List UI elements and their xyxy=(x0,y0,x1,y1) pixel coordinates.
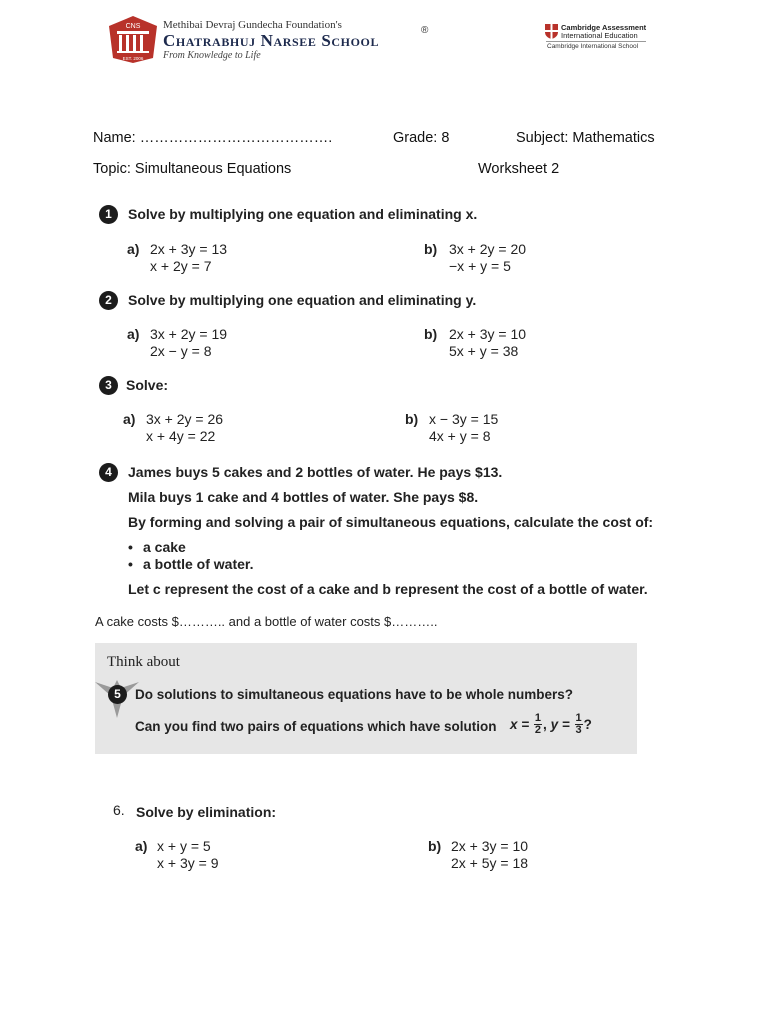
think-line-2: Can you find two pairs of equations which have solution xyxy=(135,719,497,734)
q6b-equation-2: 2x + 5y = 18 xyxy=(451,855,529,871)
x-denominator: 2 xyxy=(534,724,542,736)
question-3-badge: 3 xyxy=(99,376,118,395)
q3a-equation-1: 3x + 2y = 26 xyxy=(146,411,224,427)
school-name: Chatrabhuj Narsee School xyxy=(163,31,380,50)
cambridge-shield-icon xyxy=(545,24,558,39)
q3b-equation-2: 4x + y = 8 xyxy=(429,428,491,444)
question-1-badge: 1 xyxy=(99,205,118,224)
q3b-label: b) xyxy=(405,411,419,427)
school-motto: From Knowledge to Life xyxy=(163,50,261,61)
q4-bullet-2: a bottle of water. xyxy=(143,556,254,572)
q2a-label: a) xyxy=(127,326,140,342)
grade-label: Grade: 8 xyxy=(393,130,450,146)
q3a-label: a) xyxy=(123,411,136,427)
crest-year: EST. 2006 xyxy=(122,56,144,61)
q4-bullet-1: a cake xyxy=(143,539,186,555)
question-2-title: Solve by multiplying one equation and eliminating y. xyxy=(128,292,477,308)
think-line-1: Do solutions to simultaneous equations have to be whole numbers? xyxy=(135,687,574,702)
q4-answer-line: A cake costs $……….. and a bottle of water costs $……….. xyxy=(95,614,438,629)
question-5-badge: 5 xyxy=(108,685,127,704)
q2b-label: b) xyxy=(424,326,438,342)
school-crest-logo xyxy=(107,14,159,64)
y-equals: y = xyxy=(550,717,570,732)
question-4-badge: 4 xyxy=(99,463,118,482)
x-numerator: 1 xyxy=(534,712,542,724)
q4-line-3: By forming and solving a pair of simultaneous equations, calculate the cost of: xyxy=(128,514,654,530)
question-6-number: 6. xyxy=(113,802,125,818)
q6b-label: b) xyxy=(428,838,442,854)
q1a-label: a) xyxy=(127,241,140,257)
q2b-equation-1: 2x + 3y = 10 xyxy=(449,326,527,342)
q2b-equation-2: 5x + y = 38 xyxy=(449,343,519,359)
cambridge-line-3: Cambridge International School xyxy=(547,43,639,50)
solution-question-mark: ? xyxy=(583,717,592,732)
registered-mark: ® xyxy=(421,25,429,36)
q4-bullet-marker-2: • xyxy=(128,556,133,572)
cambridge-divider xyxy=(546,41,646,42)
q1b-equation-2: −x + y = 5 xyxy=(449,258,511,274)
q4-line-1: James buys 5 cakes and 2 bottles of water. He pays $13. xyxy=(128,464,503,480)
think-about-title: Think about xyxy=(107,654,180,670)
q6b-equation-1: 2x + 3y = 10 xyxy=(451,838,529,854)
q4-line-2: Mila buys 1 cake and 4 bottles of water. She pays $8. xyxy=(128,489,479,505)
q6a-equation-1: x + y = 5 xyxy=(157,838,211,854)
x-fraction xyxy=(534,713,542,736)
question-3-title: Solve: xyxy=(126,377,169,393)
worksheet-label: Worksheet 2 xyxy=(478,161,560,177)
q1b-label: b) xyxy=(424,241,438,257)
name-field: Name: …………………………………. xyxy=(93,130,333,146)
q1b-equation-1: 3x + 2y = 20 xyxy=(449,241,527,257)
y-numerator: 1 xyxy=(575,712,582,724)
q2a-equation-2: 2x − y = 8 xyxy=(150,343,212,359)
q4-line-4: Let c represent the cost of a cake and b represent the cost of a bottle of water. xyxy=(128,581,648,597)
q3b-equation-1: x − 3y = 15 xyxy=(429,411,499,427)
cambridge-line-2: International Education xyxy=(561,31,638,40)
subject-label: Subject: Mathematics xyxy=(516,130,655,146)
solution-expression xyxy=(510,713,592,736)
question-2-badge: 2 xyxy=(99,291,118,310)
q1a-equation-1: 2x + 3y = 13 xyxy=(150,241,228,257)
y-denominator: 3 xyxy=(575,724,582,736)
solution-comma: , xyxy=(543,717,547,732)
topic-label: Topic: Simultaneous Equations xyxy=(93,161,292,177)
x-equals: x = xyxy=(510,717,530,732)
crest-text: CNS xyxy=(125,23,141,30)
q3a-equation-2: x + 4y = 22 xyxy=(146,428,216,444)
q4-bullet-marker-1: • xyxy=(128,539,133,555)
foundation-name: Methibai Devraj Gundecha Foundation's xyxy=(163,19,342,31)
q2a-equation-1: 3x + 2y = 19 xyxy=(150,326,228,342)
cambridge-line-1: Cambridge Assessment xyxy=(561,23,647,32)
question-1-title: Solve by multiplying one equation and eliminating x. xyxy=(128,206,478,222)
y-fraction xyxy=(575,713,583,736)
q1a-equation-2: x + 2y = 7 xyxy=(150,258,212,274)
q6a-label: a) xyxy=(135,838,148,854)
question-6-title: Solve by elimination: xyxy=(136,804,277,820)
q6a-equation-2: x + 3y = 9 xyxy=(157,855,219,871)
